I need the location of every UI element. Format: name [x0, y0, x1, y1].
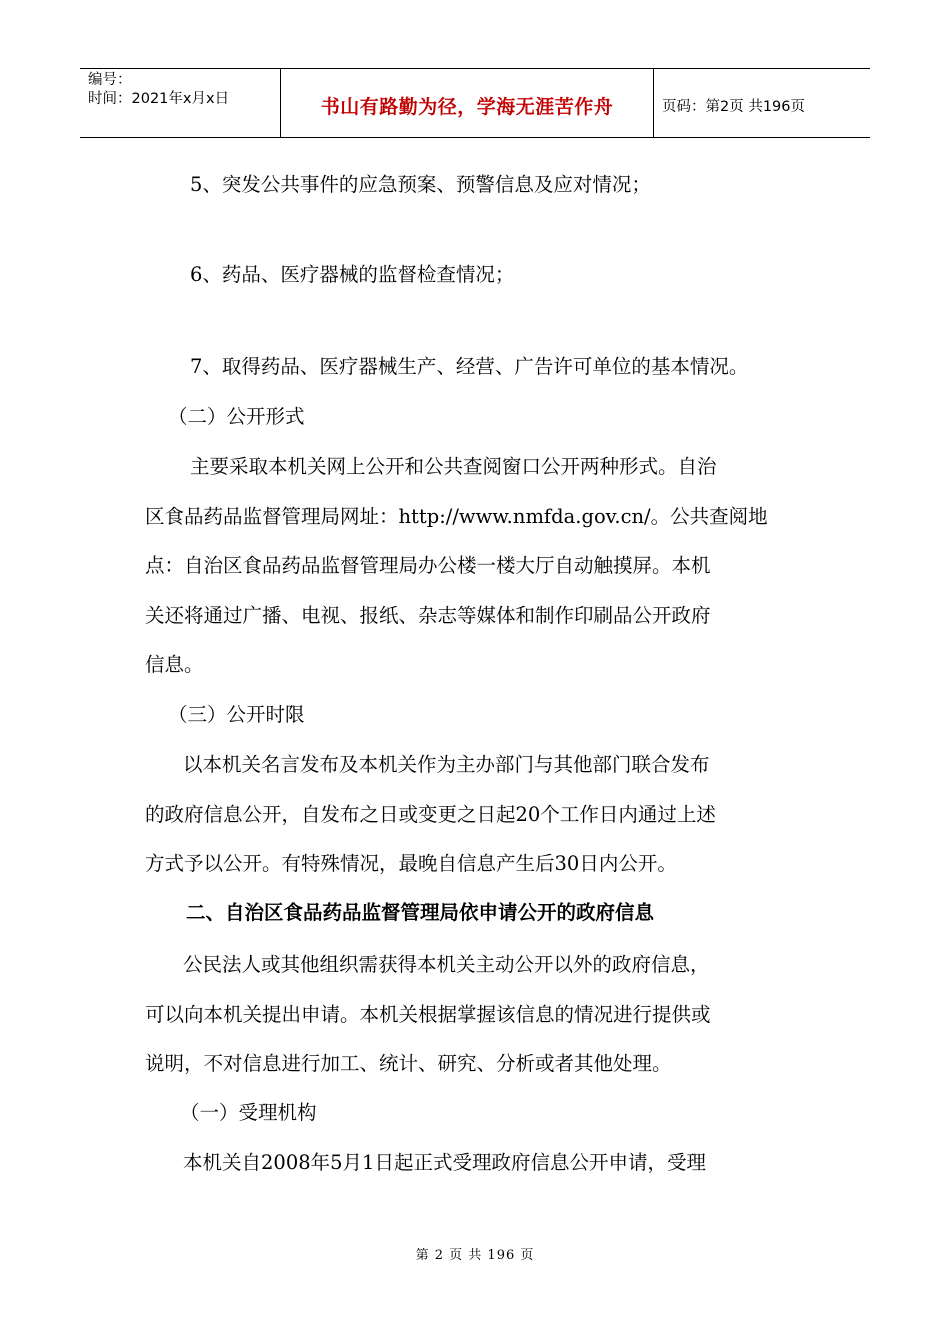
- paragraph-line: 区食品药品监督管理局网址：http://www.nmfda.gov.cn/。公共查阅地: [145, 504, 768, 528]
- paragraph-line: 的政府信息公开，自发布之日或变更之日起20个工作日内通过上述: [145, 802, 716, 826]
- paragraph-public-form: [145, 442, 815, 690]
- page-header: [80, 68, 870, 138]
- header-motto: 书山有路勤为径，学海无涯苦作舟: [281, 69, 654, 137]
- paragraph-time-limit: [145, 740, 815, 889]
- list-item-7: 7、取得药品、医疗器械生产、经营、广告许可单位的基本情况。: [190, 355, 749, 378]
- paragraph-line: 关还将通过广播、电视、报纸、杂志等媒体和制作印刷品公开政府: [145, 603, 711, 627]
- paragraph-line: 主要采取本机关网上公开和公共查阅窗口公开两种形式。自治: [190, 455, 717, 478]
- section-title-time-limit: （三）公开时限: [168, 703, 305, 726]
- page-footer: 第 2 页 共 196 页: [415, 1248, 535, 1263]
- section-title-receiving-agency: （一）受理机构: [180, 1101, 317, 1124]
- paragraph-receiving-agency: 本机关自2008年5月1日起正式受理政府信息公开申请，受理: [183, 1151, 706, 1174]
- document-number-label: 编号：: [88, 72, 132, 88]
- section-title-public-form: （二）公开形式: [168, 405, 305, 428]
- paragraph-line: 方式予以公开。有特殊情况，最晚自信息产生后30日内公开。: [145, 852, 677, 875]
- header-page-info: 页码：第2页 共196页: [662, 98, 806, 115]
- part-title-application: 二、自治区食品药品监督管理局依申请公开的政府信息: [186, 901, 655, 924]
- header-meta-cell: [80, 69, 281, 137]
- paragraph-line: 公民法人或其他组织需获得本机关主动公开以外的政府信息，: [183, 953, 710, 976]
- paragraph-line: 说明，不对信息进行加工、统计、研究、分析或者其他处理。: [145, 1052, 672, 1075]
- list-item-6: 6、药品、医疗器械的监督检查情况；: [190, 263, 515, 286]
- list-item-5: 5、突发公共事件的应急预案、预警信息及应对情况；: [190, 173, 651, 196]
- paragraph-line: 信息。: [145, 653, 204, 676]
- paragraph-line: 可以向本机关提出申请。本机关根据掌握该信息的情况进行提供或: [145, 1002, 711, 1026]
- paragraph-application: [145, 940, 815, 1089]
- paragraph-line: 点：自治区食品药品监督管理局办公楼一楼大厅自动触摸屏。本机: [145, 554, 711, 577]
- paragraph-line: 以本机关名言发布及本机关作为主办部门与其他部门联合发布: [183, 753, 710, 776]
- document-date-label: 时间：2021年x月x日: [88, 91, 230, 107]
